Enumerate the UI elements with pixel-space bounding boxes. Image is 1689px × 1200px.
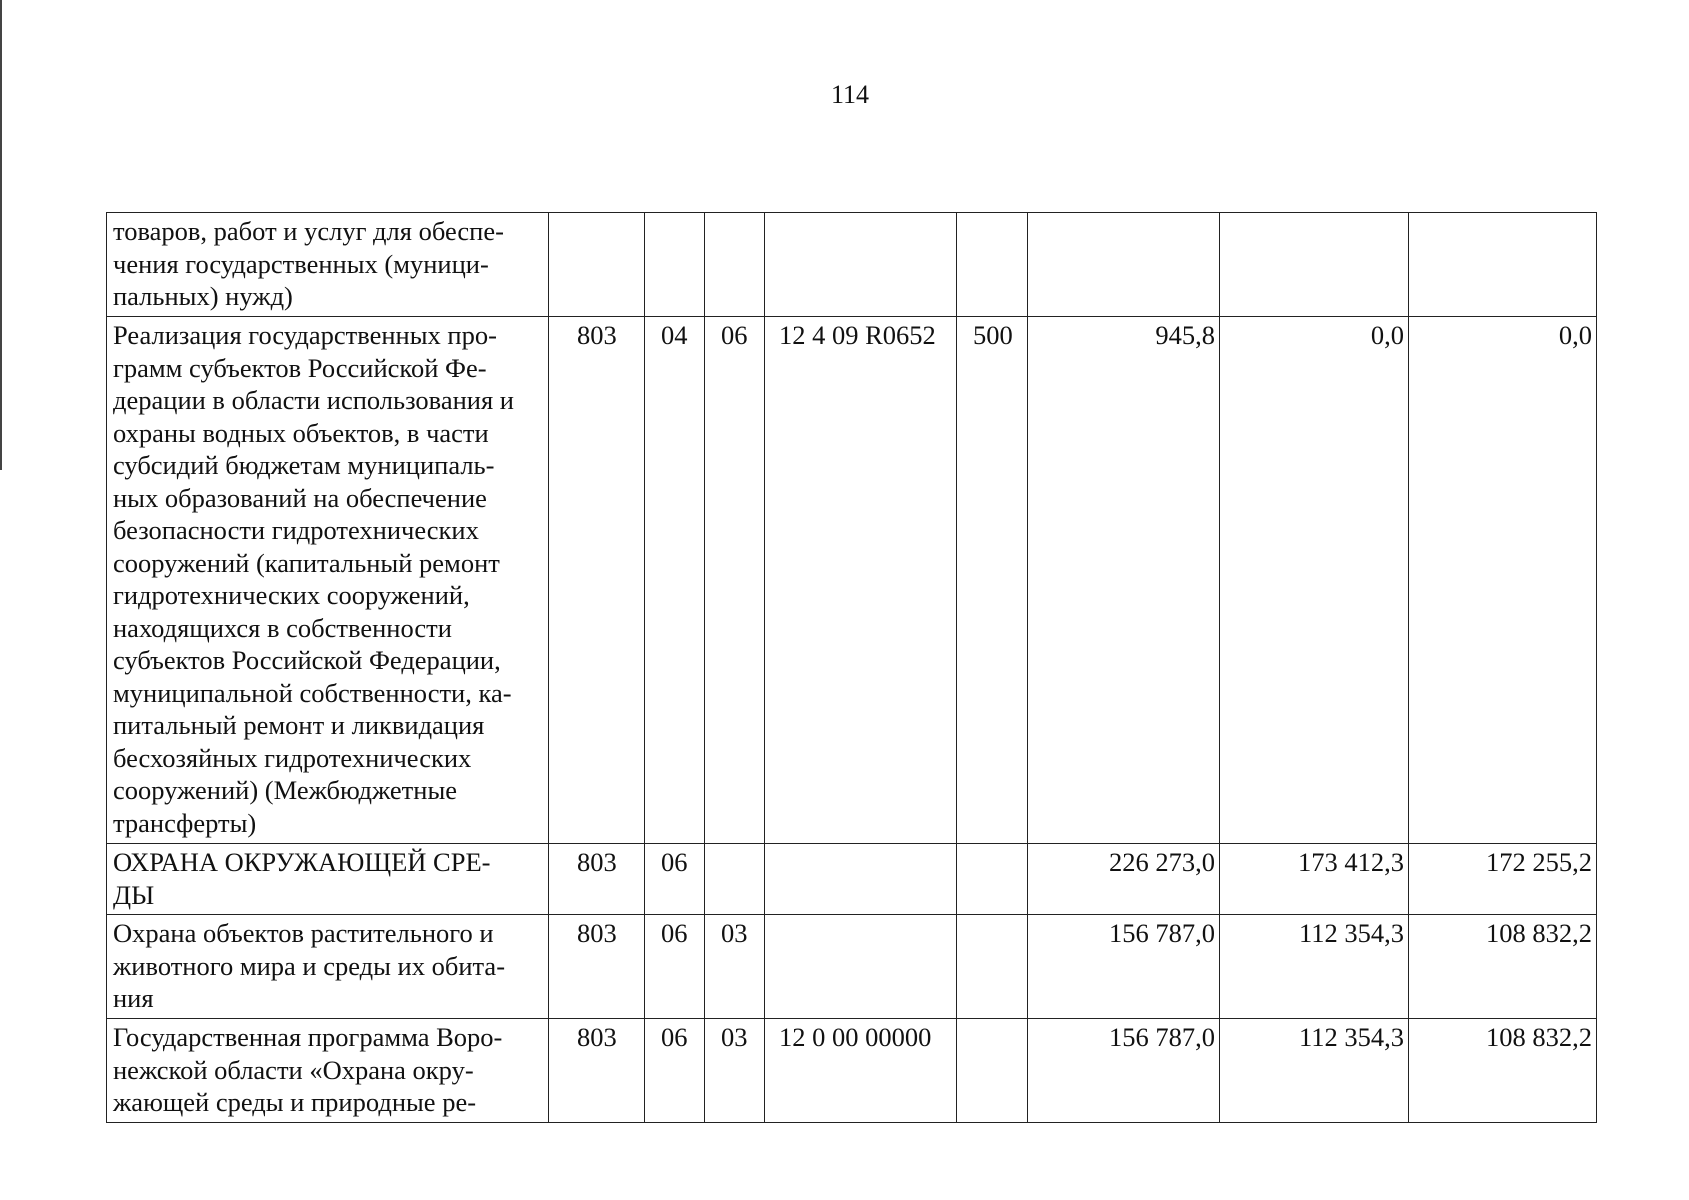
section-code-cell — [645, 213, 705, 317]
scan-edge-line — [0, 0, 2, 470]
subsection-code-cell: 06 — [705, 317, 765, 844]
expense-name-line: муниципальной собственности, ка- — [113, 677, 512, 708]
expense-name-line: сооружений (капитальный ремонт — [113, 547, 500, 578]
expense-name-line: жающей среды и природные ре- — [113, 1087, 477, 1117]
target-article-cell: 12 0 00 00000 — [765, 1019, 957, 1123]
expense-name-cell — [107, 213, 549, 317]
sum-year-3-cell — [1409, 213, 1597, 317]
budget-table — [106, 212, 1597, 1123]
ministry-code-cell: 803 — [549, 317, 645, 844]
expense-name-line: сооружений) (Межбюджетные — [113, 775, 458, 805]
expense-type-cell — [957, 844, 1028, 915]
subsection-code-cell: 03 — [705, 1019, 765, 1123]
ministry-code-cell: 803 — [549, 915, 645, 1019]
table-row — [107, 1019, 1597, 1123]
expense-name-line: ОХРАНА ОКРУЖАЮЩЕЙ СРЕ- — [113, 847, 491, 877]
expense-name-cell — [107, 915, 549, 1019]
ministry-code-cell: 803 — [549, 1019, 645, 1123]
expense-type-cell — [957, 213, 1028, 317]
expense-name-line: пальных) нужд) — [113, 281, 293, 311]
section-code-cell: 04 — [645, 317, 705, 844]
expense-name-line: безопасности гидротехнических — [113, 515, 479, 545]
expense-name-line: трансферты) — [113, 807, 257, 838]
target-article-cell — [765, 844, 957, 915]
target-article-cell — [765, 213, 957, 317]
expense-name-line: животного мира и среды их обита- — [113, 950, 506, 981]
table-row — [107, 213, 1597, 317]
sum-year-2-cell — [1220, 213, 1409, 317]
section-code-cell: 06 — [645, 844, 705, 915]
sum-year-1-cell: 156 787,0 — [1028, 915, 1220, 1019]
sum-year-1-cell: 945,8 — [1028, 317, 1220, 844]
expense-type-cell: 500 — [957, 317, 1028, 844]
expense-name-line: товаров, работ и услуг для обеспе- — [113, 216, 504, 246]
page-number: 114 — [830, 80, 870, 109]
expense-name-line: ных образований на обеспечение — [113, 482, 487, 513]
expense-name-line: бесхозяйных гидротехнических — [113, 742, 472, 773]
expense-type-cell — [957, 1019, 1028, 1123]
expense-name-line: нежской области «Охрана окру- — [113, 1054, 474, 1085]
sum-year-2-cell: 112 354,3 — [1220, 1019, 1409, 1123]
expense-name-cell — [107, 844, 549, 915]
expense-name-line: чения государственных (муници- — [113, 248, 489, 279]
expense-name-line: Охрана объектов растительного и — [113, 918, 494, 948]
table-row — [107, 317, 1597, 844]
expense-name-line: находящихся в собственности — [113, 612, 452, 643]
expense-type-cell — [957, 915, 1028, 1019]
section-code-cell: 06 — [645, 915, 705, 1019]
sum-year-2-cell: 112 354,3 — [1220, 915, 1409, 1019]
sum-year-1-cell: 156 787,0 — [1028, 1019, 1220, 1123]
expense-name-line: субсидий бюджетам муниципаль- — [113, 450, 495, 480]
target-article-cell: 12 4 09 R0652 — [765, 317, 957, 844]
subsection-code-cell — [705, 844, 765, 915]
table-row — [107, 915, 1597, 1019]
sum-year-2-cell: 0,0 — [1220, 317, 1409, 844]
ministry-code-cell: 803 — [549, 844, 645, 915]
subsection-code-cell — [705, 213, 765, 317]
ministry-code-cell — [549, 213, 645, 317]
expense-name-line: гидротехнических сооружений, — [113, 580, 470, 610]
subsection-code-cell: 03 — [705, 915, 765, 1019]
expense-name-cell — [107, 317, 549, 844]
sum-year-3-cell: 172 255,2 — [1409, 844, 1597, 915]
sum-year-3-cell: 0,0 — [1409, 317, 1597, 844]
section-code-cell: 06 — [645, 1019, 705, 1123]
expense-name-line: Государственная программа Воро- — [113, 1022, 503, 1052]
expense-name-line: ДЫ — [113, 879, 155, 910]
expense-name-line: ния — [113, 983, 154, 1013]
sum-year-2-cell: 173 412,3 — [1220, 844, 1409, 915]
expense-name-line: питальный ремонт и ликвидация — [113, 710, 485, 740]
sum-year-1-cell — [1028, 213, 1220, 317]
expense-name-line: Реализация государственных про- — [113, 320, 497, 350]
sum-year-1-cell: 226 273,0 — [1028, 844, 1220, 915]
expense-name-line: грамм субъектов Российской Фе- — [113, 352, 487, 383]
sum-year-3-cell: 108 832,2 — [1409, 915, 1597, 1019]
table-row — [107, 844, 1597, 915]
sum-year-3-cell: 108 832,2 — [1409, 1019, 1597, 1123]
expense-name-cell — [107, 1019, 549, 1123]
expense-name-line: охраны водных объектов, в части — [113, 417, 489, 448]
expense-name-line: субъектов Российской Федерации, — [113, 645, 501, 675]
target-article-cell — [765, 915, 957, 1019]
expense-name-line: дерации в области использования и — [113, 385, 514, 415]
